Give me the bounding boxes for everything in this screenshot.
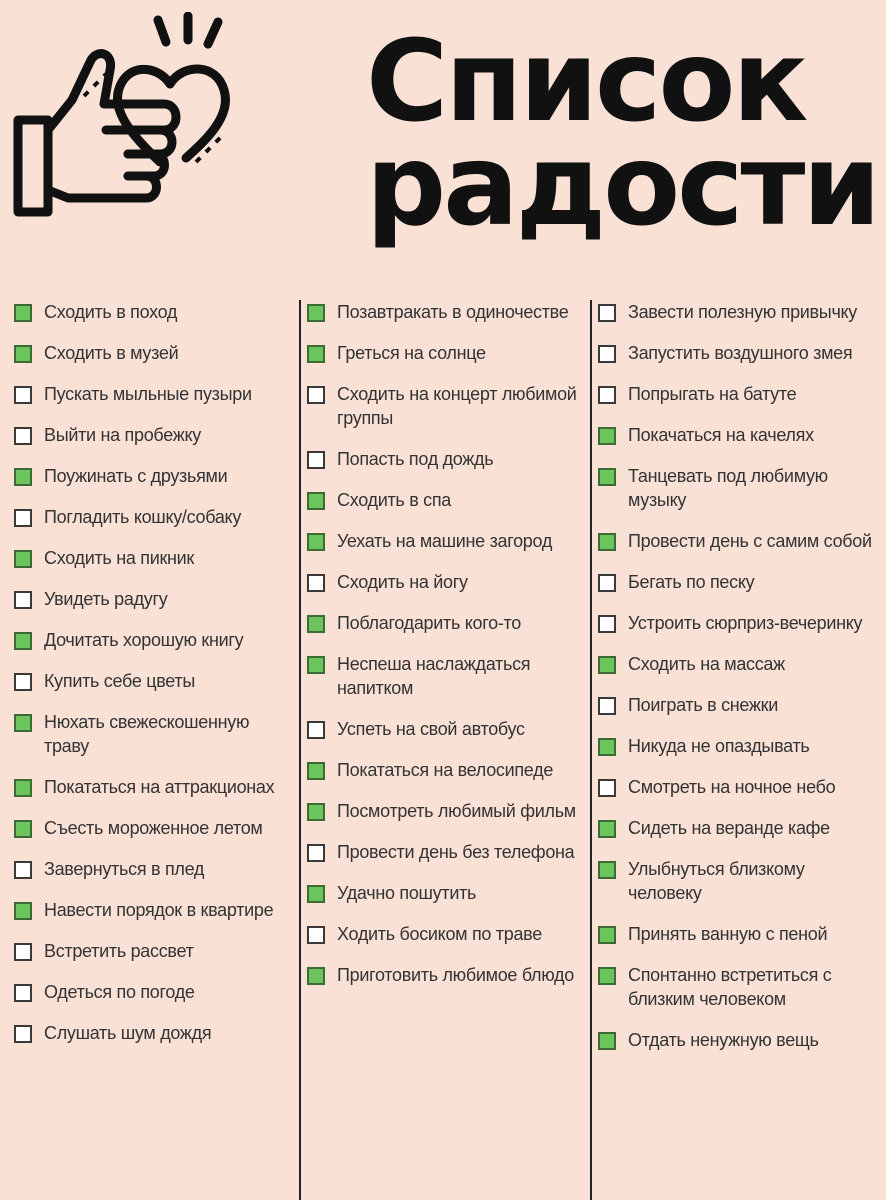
- checkbox-checked[interactable]: [14, 345, 32, 363]
- checkbox-checked[interactable]: [307, 345, 325, 363]
- checkbox-unchecked[interactable]: [14, 984, 32, 1002]
- checkbox-checked[interactable]: [598, 820, 616, 838]
- checklist-item-label: Сходить в поход: [44, 302, 178, 322]
- checklist-item[interactable]: [307, 922, 585, 946]
- checklist-item-label: Выйти на пробежку: [44, 425, 201, 445]
- checklist-item[interactable]: [307, 447, 585, 471]
- checkbox-unchecked[interactable]: [598, 574, 616, 592]
- checkbox-unchecked[interactable]: [307, 574, 325, 592]
- column-divider: [299, 300, 301, 1200]
- checklist-item[interactable]: [14, 423, 296, 447]
- checklist-item[interactable]: [14, 1021, 296, 1045]
- checklist-item-label: Покачаться на качелях: [628, 425, 814, 445]
- checkbox-checked[interactable]: [307, 492, 325, 510]
- checklist-item-label: Сидеть на веранде кафе: [628, 818, 830, 838]
- checklist-item[interactable]: [14, 300, 296, 324]
- checklist-item[interactable]: [598, 300, 882, 324]
- checklist-item-label: Бегать по песку: [628, 572, 755, 592]
- title-line-2: радости: [366, 121, 878, 251]
- checkbox-unchecked[interactable]: [14, 861, 32, 879]
- checklist-item-label: Пускать мыльные пузыри: [44, 384, 252, 404]
- checkbox-checked[interactable]: [307, 656, 325, 674]
- checklist-item[interactable]: [14, 775, 296, 799]
- checkbox-checked[interactable]: [598, 468, 616, 486]
- checklist-item-label: Приготовить любимое блюдо: [337, 965, 574, 985]
- column-divider: [590, 300, 592, 1200]
- checklist-item-label: Спонтанно встретиться с близким человеком: [628, 965, 832, 1009]
- checkbox-checked[interactable]: [598, 967, 616, 985]
- checkbox-checked[interactable]: [14, 779, 32, 797]
- checklist-item-label: Ходить босиком по траве: [337, 924, 542, 944]
- checkbox-checked[interactable]: [14, 714, 32, 732]
- checklist-item-label: Никуда не опаздывать: [628, 736, 810, 756]
- checklist-item[interactable]: [307, 341, 585, 365]
- checkbox-unchecked[interactable]: [307, 926, 325, 944]
- checklist-item[interactable]: [307, 717, 585, 741]
- checklist-item-label: Уехать на машине загород: [337, 531, 553, 551]
- checkbox-checked[interactable]: [307, 533, 325, 551]
- checklist-column-2: [307, 300, 585, 1004]
- checkbox-checked[interactable]: [307, 803, 325, 821]
- checklist-item-label: Провести день с самим собой: [628, 531, 872, 551]
- checklist-item-label: Сходить в спа: [337, 490, 452, 510]
- checkbox-unchecked[interactable]: [14, 673, 32, 691]
- checklist-item[interactable]: [598, 922, 882, 946]
- checklist-item[interactable]: [598, 734, 882, 758]
- checkbox-unchecked[interactable]: [598, 386, 616, 404]
- checkbox-checked[interactable]: [598, 861, 616, 879]
- checklist-item[interactable]: [598, 341, 882, 365]
- checklist-item-label: Сходить на пикник: [44, 548, 194, 568]
- checklist-item[interactable]: [14, 857, 296, 881]
- checkbox-checked[interactable]: [598, 533, 616, 551]
- checklist-item-label: Отдать ненужную вещь: [628, 1030, 819, 1050]
- checklist-item[interactable]: [598, 857, 882, 905]
- checkbox-unchecked[interactable]: [307, 451, 325, 469]
- checklist-item[interactable]: [14, 980, 296, 1004]
- checkbox-checked[interactable]: [14, 820, 32, 838]
- checklist-item-label: Навести порядок в квартире: [44, 900, 274, 920]
- checkbox-checked[interactable]: [598, 738, 616, 756]
- checklist-item-label: Одеться по погоде: [44, 982, 195, 1002]
- checklist-item-label: Посмотреть любимый фильм: [337, 801, 576, 821]
- checklist-item[interactable]: [598, 775, 882, 799]
- checkbox-unchecked[interactable]: [598, 304, 616, 322]
- checklist-item[interactable]: [14, 546, 296, 570]
- checklist-item-label: Улыбнуться близкому человеку: [628, 859, 805, 903]
- checkbox-unchecked[interactable]: [14, 1025, 32, 1043]
- checklist-item[interactable]: [307, 881, 585, 905]
- checklist-item[interactable]: [307, 963, 585, 987]
- checkbox-unchecked[interactable]: [598, 615, 616, 633]
- checklist-item-label: Попрыгать на батуте: [628, 384, 797, 404]
- checklist-item-label: Покататься на аттракционах: [44, 777, 275, 797]
- checklist-item-label: Провести день без телефона: [337, 842, 575, 862]
- checkbox-checked[interactable]: [598, 1032, 616, 1050]
- checklist-item-label: Сходить на йогу: [337, 572, 468, 592]
- checklist-item-label: Позавтракать в одиночестве: [337, 302, 569, 322]
- checklist-item[interactable]: [14, 939, 296, 963]
- header: [0, 0, 886, 290]
- checkbox-checked[interactable]: [307, 762, 325, 780]
- checklist-item[interactable]: [598, 1028, 882, 1052]
- checklist-item-label: Греться на солнце: [337, 343, 486, 363]
- checklist-item-label: Покататься на велосипеде: [337, 760, 554, 780]
- checklist-item[interactable]: [598, 611, 882, 635]
- checklist-item[interactable]: [14, 816, 296, 840]
- checkbox-checked[interactable]: [307, 615, 325, 633]
- checklist-item-label: Поужинать с друзьями: [44, 466, 228, 486]
- checklist-item[interactable]: [598, 529, 882, 553]
- checklist-item-label: Купить себе цветы: [44, 671, 196, 691]
- checklist-item[interactable]: [14, 669, 296, 693]
- checklist-item[interactable]: [14, 505, 296, 529]
- checklist-item[interactable]: [14, 587, 296, 611]
- checkbox-checked[interactable]: [598, 656, 616, 674]
- checklist-item[interactable]: [307, 611, 585, 635]
- checklist-item[interactable]: [14, 628, 296, 652]
- checklist-item-label: Сходить на концерт любимой группы: [337, 384, 577, 428]
- checklist-item[interactable]: [598, 963, 882, 1011]
- checklist-item-label: Успеть на свой автобус: [337, 719, 525, 739]
- checklist-item[interactable]: [307, 652, 585, 700]
- checkbox-checked[interactable]: [598, 427, 616, 445]
- checklist-item-label: Запустить воздушного змея: [628, 343, 853, 363]
- checklist-item[interactable]: [598, 423, 882, 447]
- checklist-item[interactable]: [14, 464, 296, 488]
- checklist-item[interactable]: [307, 840, 585, 864]
- checklist-item[interactable]: [598, 570, 882, 594]
- checklist-item-label: Нюхать свежескошенную траву: [44, 712, 250, 756]
- checkbox-unchecked[interactable]: [307, 721, 325, 739]
- checklist-item-label: Погладить кошку/собаку: [44, 507, 242, 527]
- checkbox-checked[interactable]: [307, 885, 325, 903]
- hand-holding-heart-icon: [10, 12, 250, 222]
- checklist-item-label: Смотреть на ночное небо: [628, 777, 836, 797]
- checklist-item[interactable]: [14, 382, 296, 406]
- checklist-item[interactable]: [307, 758, 585, 782]
- checklist-item[interactable]: [307, 488, 585, 512]
- checklist-item-label: Сходить на массаж: [628, 654, 785, 674]
- checklist-item-label: Дочитать хорошую книгу: [44, 630, 244, 650]
- checkbox-unchecked[interactable]: [598, 779, 616, 797]
- checkbox-checked[interactable]: [307, 967, 325, 985]
- checklist-item-label: Танцевать под любимую музыку: [628, 466, 828, 510]
- checklist-item[interactable]: [598, 652, 882, 676]
- page-title: [366, 17, 878, 251]
- checklist-item[interactable]: [598, 693, 882, 717]
- checkbox-unchecked[interactable]: [598, 697, 616, 715]
- checklist-item-label: Съесть мороженное летом: [44, 818, 263, 838]
- checklist-item-label: Завернуться в плед: [44, 859, 205, 879]
- checklist-item[interactable]: [307, 799, 585, 823]
- checkbox-unchecked[interactable]: [14, 943, 32, 961]
- checklist-item-label: Встретить рассвет: [44, 941, 194, 961]
- checklist-item-label: Неспеша наслаждаться напитком: [337, 654, 531, 698]
- checklist: [0, 300, 886, 1200]
- checklist-item[interactable]: [598, 382, 882, 406]
- checklist-item-label: Сходить в музей: [44, 343, 179, 363]
- checklist-item-label: Поиграть в снежки: [628, 695, 779, 715]
- checklist-item[interactable]: [14, 898, 296, 922]
- checkbox-checked[interactable]: [14, 632, 32, 650]
- checklist-item-label: Попасть под дождь: [337, 449, 494, 469]
- checkbox-unchecked[interactable]: [307, 386, 325, 404]
- checklist-item-label: Увидеть радугу: [44, 589, 168, 609]
- checkbox-unchecked[interactable]: [14, 386, 32, 404]
- checkbox-checked[interactable]: [598, 926, 616, 944]
- checkbox-checked[interactable]: [14, 304, 32, 322]
- checklist-item-label: Устроить сюрприз-вечеринку: [628, 613, 863, 633]
- title-line-1: Список: [366, 17, 806, 147]
- checkbox-checked[interactable]: [14, 550, 32, 568]
- checkbox-unchecked[interactable]: [307, 844, 325, 862]
- checklist-item[interactable]: [598, 464, 882, 512]
- checklist-item[interactable]: [307, 382, 585, 430]
- checkbox-unchecked[interactable]: [598, 345, 616, 363]
- checklist-item[interactable]: [307, 300, 585, 324]
- checklist-item[interactable]: [307, 570, 585, 594]
- checklist-column-1: [14, 300, 296, 1062]
- checkbox-unchecked[interactable]: [14, 509, 32, 527]
- checkbox-unchecked[interactable]: [14, 427, 32, 445]
- checklist-item[interactable]: [14, 710, 296, 758]
- checklist-item-label: Слушать шум дождя: [44, 1023, 212, 1043]
- checklist-item[interactable]: [307, 529, 585, 553]
- checkbox-checked[interactable]: [14, 902, 32, 920]
- checkbox-checked[interactable]: [307, 304, 325, 322]
- checklist-item-label: Принять ванную с пеной: [628, 924, 828, 944]
- checklist-item-label: Удачно пошутить: [337, 883, 477, 903]
- checklist-item-label: Завести полезную привычку: [628, 302, 857, 322]
- checklist-column-3: [598, 300, 882, 1069]
- checkbox-checked[interactable]: [14, 468, 32, 486]
- checkbox-unchecked[interactable]: [14, 591, 32, 609]
- checklist-item[interactable]: [14, 341, 296, 365]
- checklist-item[interactable]: [598, 816, 882, 840]
- checklist-item-label: Поблагодарить кого-то: [337, 613, 521, 633]
